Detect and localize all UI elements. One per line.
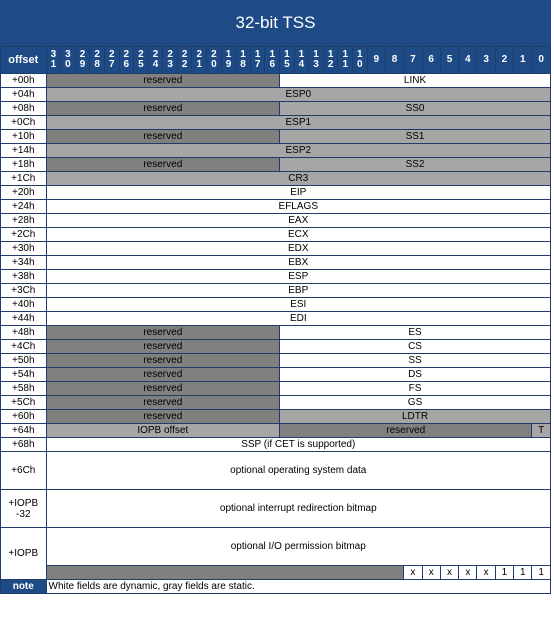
tss-row — [1, 382, 551, 396]
bit-digit: 9 — [373, 54, 380, 65]
tss-row — [1, 528, 551, 566]
field-high: reserved — [46, 326, 280, 340]
bit-header-1 — [514, 47, 532, 74]
bit-header-11 — [338, 47, 353, 74]
row-offset: +18h — [1, 158, 47, 172]
bit-digit: 2 — [108, 49, 115, 60]
field-high: reserved — [46, 74, 280, 88]
bitmap-end-bit: x — [459, 566, 477, 580]
bit-header-12 — [323, 47, 338, 74]
bit-digit: 1 — [284, 49, 290, 60]
bit-digit: 1 — [357, 49, 363, 60]
offset-header: offset — [1, 47, 47, 74]
bit-digit: 1 — [327, 49, 334, 60]
tss-row — [1, 354, 551, 368]
bit-digit: 1 — [342, 49, 348, 60]
tss-row — [1, 270, 551, 284]
bit-digit: 3 — [65, 49, 71, 60]
bit-header-0 — [532, 47, 551, 74]
tss-row — [1, 326, 551, 340]
bit-digit: 0 — [211, 59, 217, 70]
row-offset: +14h — [1, 144, 47, 158]
bit-digit: 2 — [94, 49, 100, 60]
bit-header-4 — [459, 47, 477, 74]
field-low: SS0 — [280, 102, 551, 116]
field-full: EIP — [46, 186, 550, 200]
bit-header-18 — [236, 47, 251, 74]
field-low: LINK — [280, 74, 551, 88]
field-full: EAX — [46, 214, 550, 228]
row-offset: +44h — [1, 312, 47, 326]
row-offset: +68h — [1, 438, 47, 452]
bit-digit: 4 — [152, 59, 159, 70]
field-low: FS — [280, 382, 551, 396]
bit-header-8 — [385, 47, 403, 74]
field-low: GS — [280, 396, 551, 410]
bit-header-22 — [177, 47, 192, 74]
bit-header-26 — [119, 47, 134, 74]
bit-digit: 2 — [196, 49, 203, 60]
bit-digit: 9 — [79, 59, 86, 70]
bitmap-end-bit: x — [477, 566, 495, 580]
bit-digit: 6 — [428, 54, 434, 65]
row-offset: +4Ch — [1, 340, 47, 354]
tss-row — [1, 490, 551, 528]
bit-digit: 1 — [196, 59, 203, 70]
field-full: EDI — [46, 312, 550, 326]
bit-digit: 3 — [50, 49, 57, 60]
field-full: EBP — [46, 284, 550, 298]
field-high: reserved — [46, 354, 280, 368]
bit-digit: 2 — [327, 59, 334, 70]
row-offset: +IOPB — [1, 528, 47, 580]
field-full: SSP (if CET is supported) — [46, 438, 550, 452]
bit-header-10 — [353, 47, 368, 74]
bit-digit: 1 — [342, 59, 348, 70]
bit-header-2 — [495, 47, 513, 74]
field-full: ESP1 — [46, 116, 550, 130]
bit-digit: 7 — [410, 54, 416, 65]
bit-digit: 3 — [313, 59, 319, 70]
bit-header-25 — [134, 47, 149, 74]
bit-digit: 6 — [269, 59, 276, 70]
bit-digit: 2 — [181, 59, 188, 70]
bit-header-7 — [404, 47, 422, 74]
bitmap-end-bit: 1 — [532, 566, 551, 580]
field-high: reserved — [46, 396, 280, 410]
tss-row — [1, 116, 551, 130]
bit-digit: 8 — [94, 59, 100, 70]
row-offset: +38h — [1, 270, 47, 284]
tss-row — [1, 298, 551, 312]
row-offset: +0Ch — [1, 116, 47, 130]
bit-digit: 4 — [298, 59, 305, 70]
bit-header-3 — [477, 47, 495, 74]
tss-row — [1, 312, 551, 326]
field-full: ESP — [46, 270, 550, 284]
bit-header-17 — [250, 47, 265, 74]
bitmap-end-filler — [46, 566, 404, 580]
row-offset: +1Ch — [1, 172, 47, 186]
field-full: EDX — [46, 242, 550, 256]
tss-row — [1, 158, 551, 172]
field-low: LDTR — [280, 410, 551, 424]
field-high: reserved — [46, 158, 280, 172]
bit-digit: 2 — [152, 49, 159, 60]
tss-row — [1, 228, 551, 242]
bit-digit: 2 — [79, 49, 86, 60]
row-offset: +28h — [1, 214, 47, 228]
bit-digit: 1 — [50, 59, 57, 70]
row-offset: +34h — [1, 256, 47, 270]
field-low: SS2 — [280, 158, 551, 172]
tss-row — [1, 284, 551, 298]
row-offset: +04h — [1, 88, 47, 102]
bit-header-27 — [104, 47, 119, 74]
row-offset: +64h — [1, 424, 47, 438]
field-high: reserved — [46, 410, 280, 424]
bitmap-end-bit: 1 — [514, 566, 532, 580]
tss-row — [1, 172, 551, 186]
row-offset: +08h — [1, 102, 47, 116]
tss-row — [1, 144, 551, 158]
bit-header-19 — [221, 47, 236, 74]
field-full: optional interrupt redirection bitmap — [46, 490, 550, 528]
field-full: ESP2 — [46, 144, 550, 158]
field-high: reserved — [46, 368, 280, 382]
field-full: ESP0 — [46, 88, 550, 102]
bit-digit: 5 — [446, 54, 453, 65]
bit-header-row — [1, 47, 551, 74]
field-high: reserved — [46, 382, 280, 396]
row-offset: +54h — [1, 368, 47, 382]
field-full: EFLAGS — [46, 200, 550, 214]
tss-row — [1, 242, 551, 256]
note-row — [1, 580, 551, 594]
bit-digit: 0 — [65, 59, 71, 70]
bit-digit: 0 — [357, 59, 363, 70]
tss-row — [1, 214, 551, 228]
row-offset: +60h — [1, 410, 47, 424]
row-offset: +50h — [1, 354, 47, 368]
bit-digit: 5 — [138, 59, 144, 70]
bit-digit: 9 — [225, 59, 232, 70]
bit-header-31 — [46, 47, 61, 74]
field-t-bit: T — [532, 424, 551, 438]
bitmap-end-bit: x — [422, 566, 440, 580]
tss-row — [1, 200, 551, 214]
row-offset: +2Ch — [1, 228, 47, 242]
tss-row — [1, 368, 551, 382]
note-label: note — [1, 580, 47, 594]
bitmap-end-row — [1, 566, 551, 580]
bit-header-29 — [75, 47, 90, 74]
row-offset: +5Ch — [1, 396, 47, 410]
tss-row — [1, 130, 551, 144]
bitmap-end-bit: x — [440, 566, 458, 580]
bit-digit: 8 — [240, 59, 246, 70]
row-offset: +20h — [1, 186, 47, 200]
field-full: CR3 — [46, 172, 550, 186]
tss-row — [1, 424, 551, 438]
bit-header-24 — [148, 47, 163, 74]
field-full: ESI — [46, 298, 550, 312]
bitmap-end-bit: x — [404, 566, 422, 580]
tss-row — [1, 410, 551, 424]
bit-header-23 — [163, 47, 178, 74]
diagram-title: 32-bit TSS — [0, 0, 551, 46]
bit-digit: 7 — [108, 59, 115, 70]
bit-header-30 — [61, 47, 76, 74]
tss-row — [1, 74, 551, 88]
bit-header-20 — [207, 47, 222, 74]
bit-digit: 1 — [269, 49, 276, 60]
bit-header-5 — [440, 47, 458, 74]
field-low: CS — [280, 340, 551, 354]
field-low: ES — [280, 326, 551, 340]
tss-row — [1, 396, 551, 410]
field-low: SS1 — [280, 130, 551, 144]
row-offset: +3Ch — [1, 284, 47, 298]
row-offset: +48h — [1, 326, 47, 340]
row-offset: +30h — [1, 242, 47, 256]
tss-table — [0, 46, 551, 594]
field-low: SS — [280, 354, 551, 368]
bit-digit: 1 — [298, 49, 305, 60]
bit-header-13 — [309, 47, 324, 74]
bit-digit: 5 — [284, 59, 290, 70]
tss-row — [1, 452, 551, 490]
field-full: ECX — [46, 228, 550, 242]
field-high: reserved — [46, 102, 280, 116]
bit-digit: 1 — [313, 49, 319, 60]
bit-header-6 — [422, 47, 440, 74]
tss-row — [1, 88, 551, 102]
bit-header-15 — [280, 47, 295, 74]
row-offset: +58h — [1, 382, 47, 396]
field-low: reserved — [280, 424, 532, 438]
bit-digit: 1 — [240, 49, 246, 60]
bit-digit: 3 — [167, 59, 173, 70]
field-full: optional operating system data — [46, 452, 550, 490]
bit-header-21 — [192, 47, 207, 74]
bit-digit: 2 — [167, 49, 173, 60]
bit-header-9 — [367, 47, 385, 74]
field-full: optional I/O permission bitmap — [46, 528, 550, 566]
bit-header-16 — [265, 47, 280, 74]
bit-digit: 6 — [123, 59, 130, 70]
bit-digit: 3 — [483, 54, 489, 65]
tss-row — [1, 256, 551, 270]
bit-digit: 2 — [181, 49, 188, 60]
bitmap-end-bit: 1 — [495, 566, 513, 580]
field-high: reserved — [46, 340, 280, 354]
row-offset: +6Ch — [1, 452, 47, 490]
tss-row — [1, 340, 551, 354]
bit-digit: 2 — [138, 49, 144, 60]
bit-digit: 4 — [465, 54, 471, 65]
bit-digit: 7 — [254, 59, 261, 70]
field-high: IOPB offset — [46, 424, 280, 438]
bit-digit: 2 — [123, 49, 130, 60]
bit-digit: 2 — [501, 54, 508, 65]
bit-digit: 2 — [211, 49, 217, 60]
tss-row — [1, 186, 551, 200]
tss-row — [1, 102, 551, 116]
bit-digit: 1 — [254, 49, 261, 60]
field-low: DS — [280, 368, 551, 382]
bit-digit: 8 — [391, 54, 398, 65]
row-offset: +40h — [1, 298, 47, 312]
row-offset: +00h — [1, 74, 47, 88]
bit-digit: 1 — [519, 54, 526, 65]
note-text: White fields are dynamic, gray fields are static. — [46, 580, 550, 594]
row-offset: +24h — [1, 200, 47, 214]
bit-header-28 — [90, 47, 105, 74]
field-full: EBX — [46, 256, 550, 270]
bit-digit: 1 — [225, 49, 232, 60]
bit-header-14 — [294, 47, 309, 74]
row-offset: +10h — [1, 130, 47, 144]
tss-row — [1, 438, 551, 452]
row-offset: +IOPB -32 — [1, 490, 47, 528]
field-high: reserved — [46, 130, 280, 144]
bit-digit: 0 — [538, 54, 544, 65]
